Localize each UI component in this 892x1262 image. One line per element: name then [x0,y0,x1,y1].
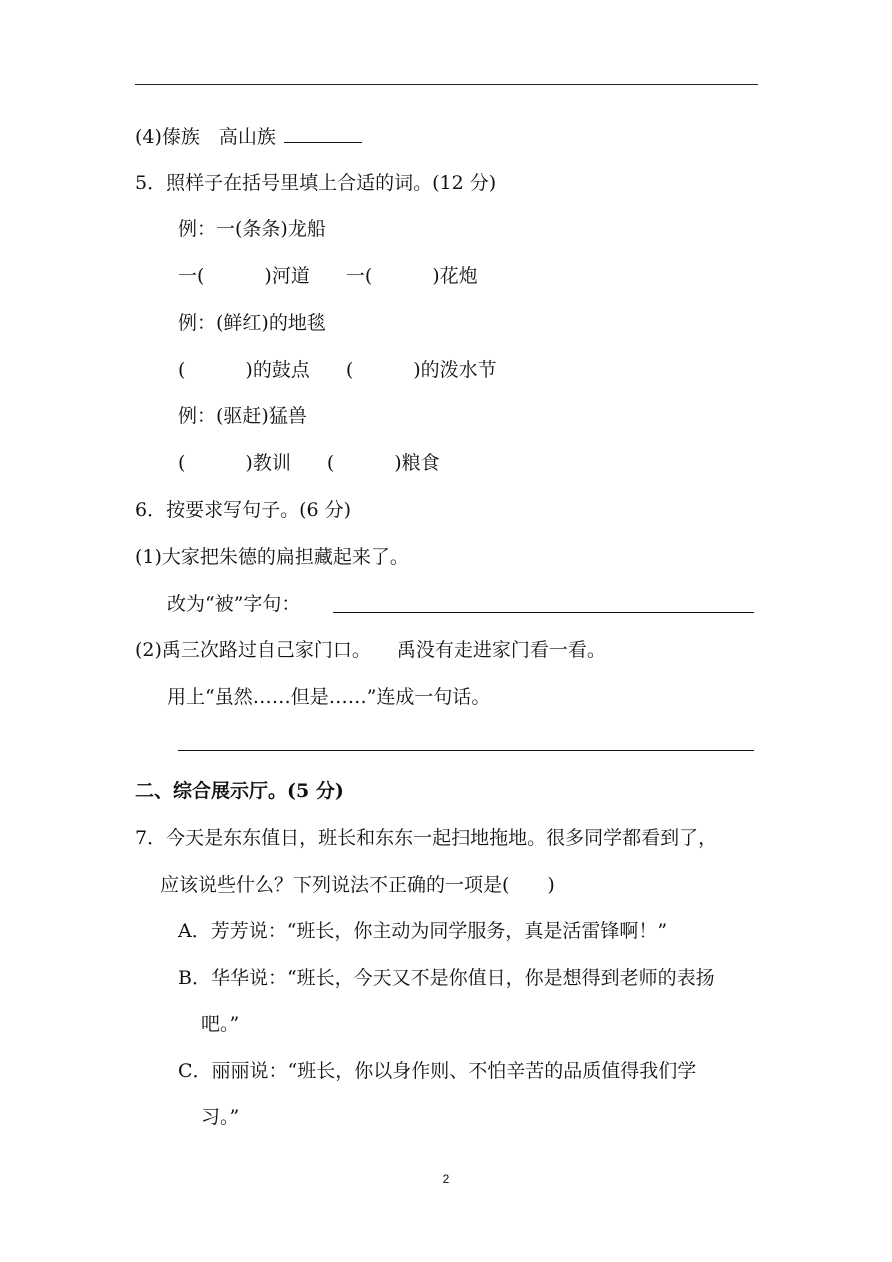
section-2-title: 二、综合展示厅。(5 分) [135,780,344,802]
q5-row-3: ( )教训 ( )粮食 [178,452,440,474]
q5-example-1: 例：一(条条)龙船 [178,218,326,240]
q4-item-4 [135,125,362,149]
q6-sentence-1: (1)大家把朱德的扁担藏起来了。 [135,546,409,568]
q7-option-a[interactable]: A．芳芳说：“班长，你主动为同学服务，真是活雷锋啊！” [178,920,668,942]
q6-answer-line-2[interactable] [178,750,754,751]
q7-option-b-line-1[interactable]: B．华华说：“班长，今天又不是你值日，你是想得到老师的表扬 [178,967,715,989]
q7-line-2: 应该说些什么？下列说法不正确的一项是( ) [160,874,555,896]
q5-example-2: 例：(鲜红)的地毯 [178,312,326,334]
q5-example-3: 例：(驱赶)猛兽 [178,405,307,427]
q6-title: 6．按要求写句子。(6 分) [135,499,352,521]
q6-prompt-1: 改为“被”字句： [167,593,301,615]
q6-prompt-2: 用上“虽然……但是……”连成一句话。 [167,686,491,708]
q6-answer-line-1[interactable] [333,612,754,613]
q4-answer-blank[interactable] [284,126,362,143]
header-rule [135,84,758,85]
page-number: 2 [442,1172,450,1186]
q7-option-c-line-2: 习。” [201,1106,240,1128]
q4-item-4-text: (4)傣族 高山族 [135,126,276,148]
q7-line-1: 7．今天是东东值日，班长和东东一起扫地拖地。很多同学都看到了， [135,827,718,849]
q6-sentence-2: (2)禹三次路过自己家门口。 禹没有走进家门看一看。 [135,639,606,661]
q7-option-c-line-1[interactable]: C．丽丽说：“班长，你以身作则、不怕辛苦的品质值得我们学 [178,1060,697,1082]
q5-row-2: ( )的鼓点 ( )的泼水节 [178,359,497,381]
q5-row-1: 一( )河道 一( )花炮 [178,265,478,287]
q7-option-b-line-2: 吧。” [201,1013,240,1035]
q5-title: 5．照样子在括号里填上合适的词。(12 分) [135,172,497,194]
